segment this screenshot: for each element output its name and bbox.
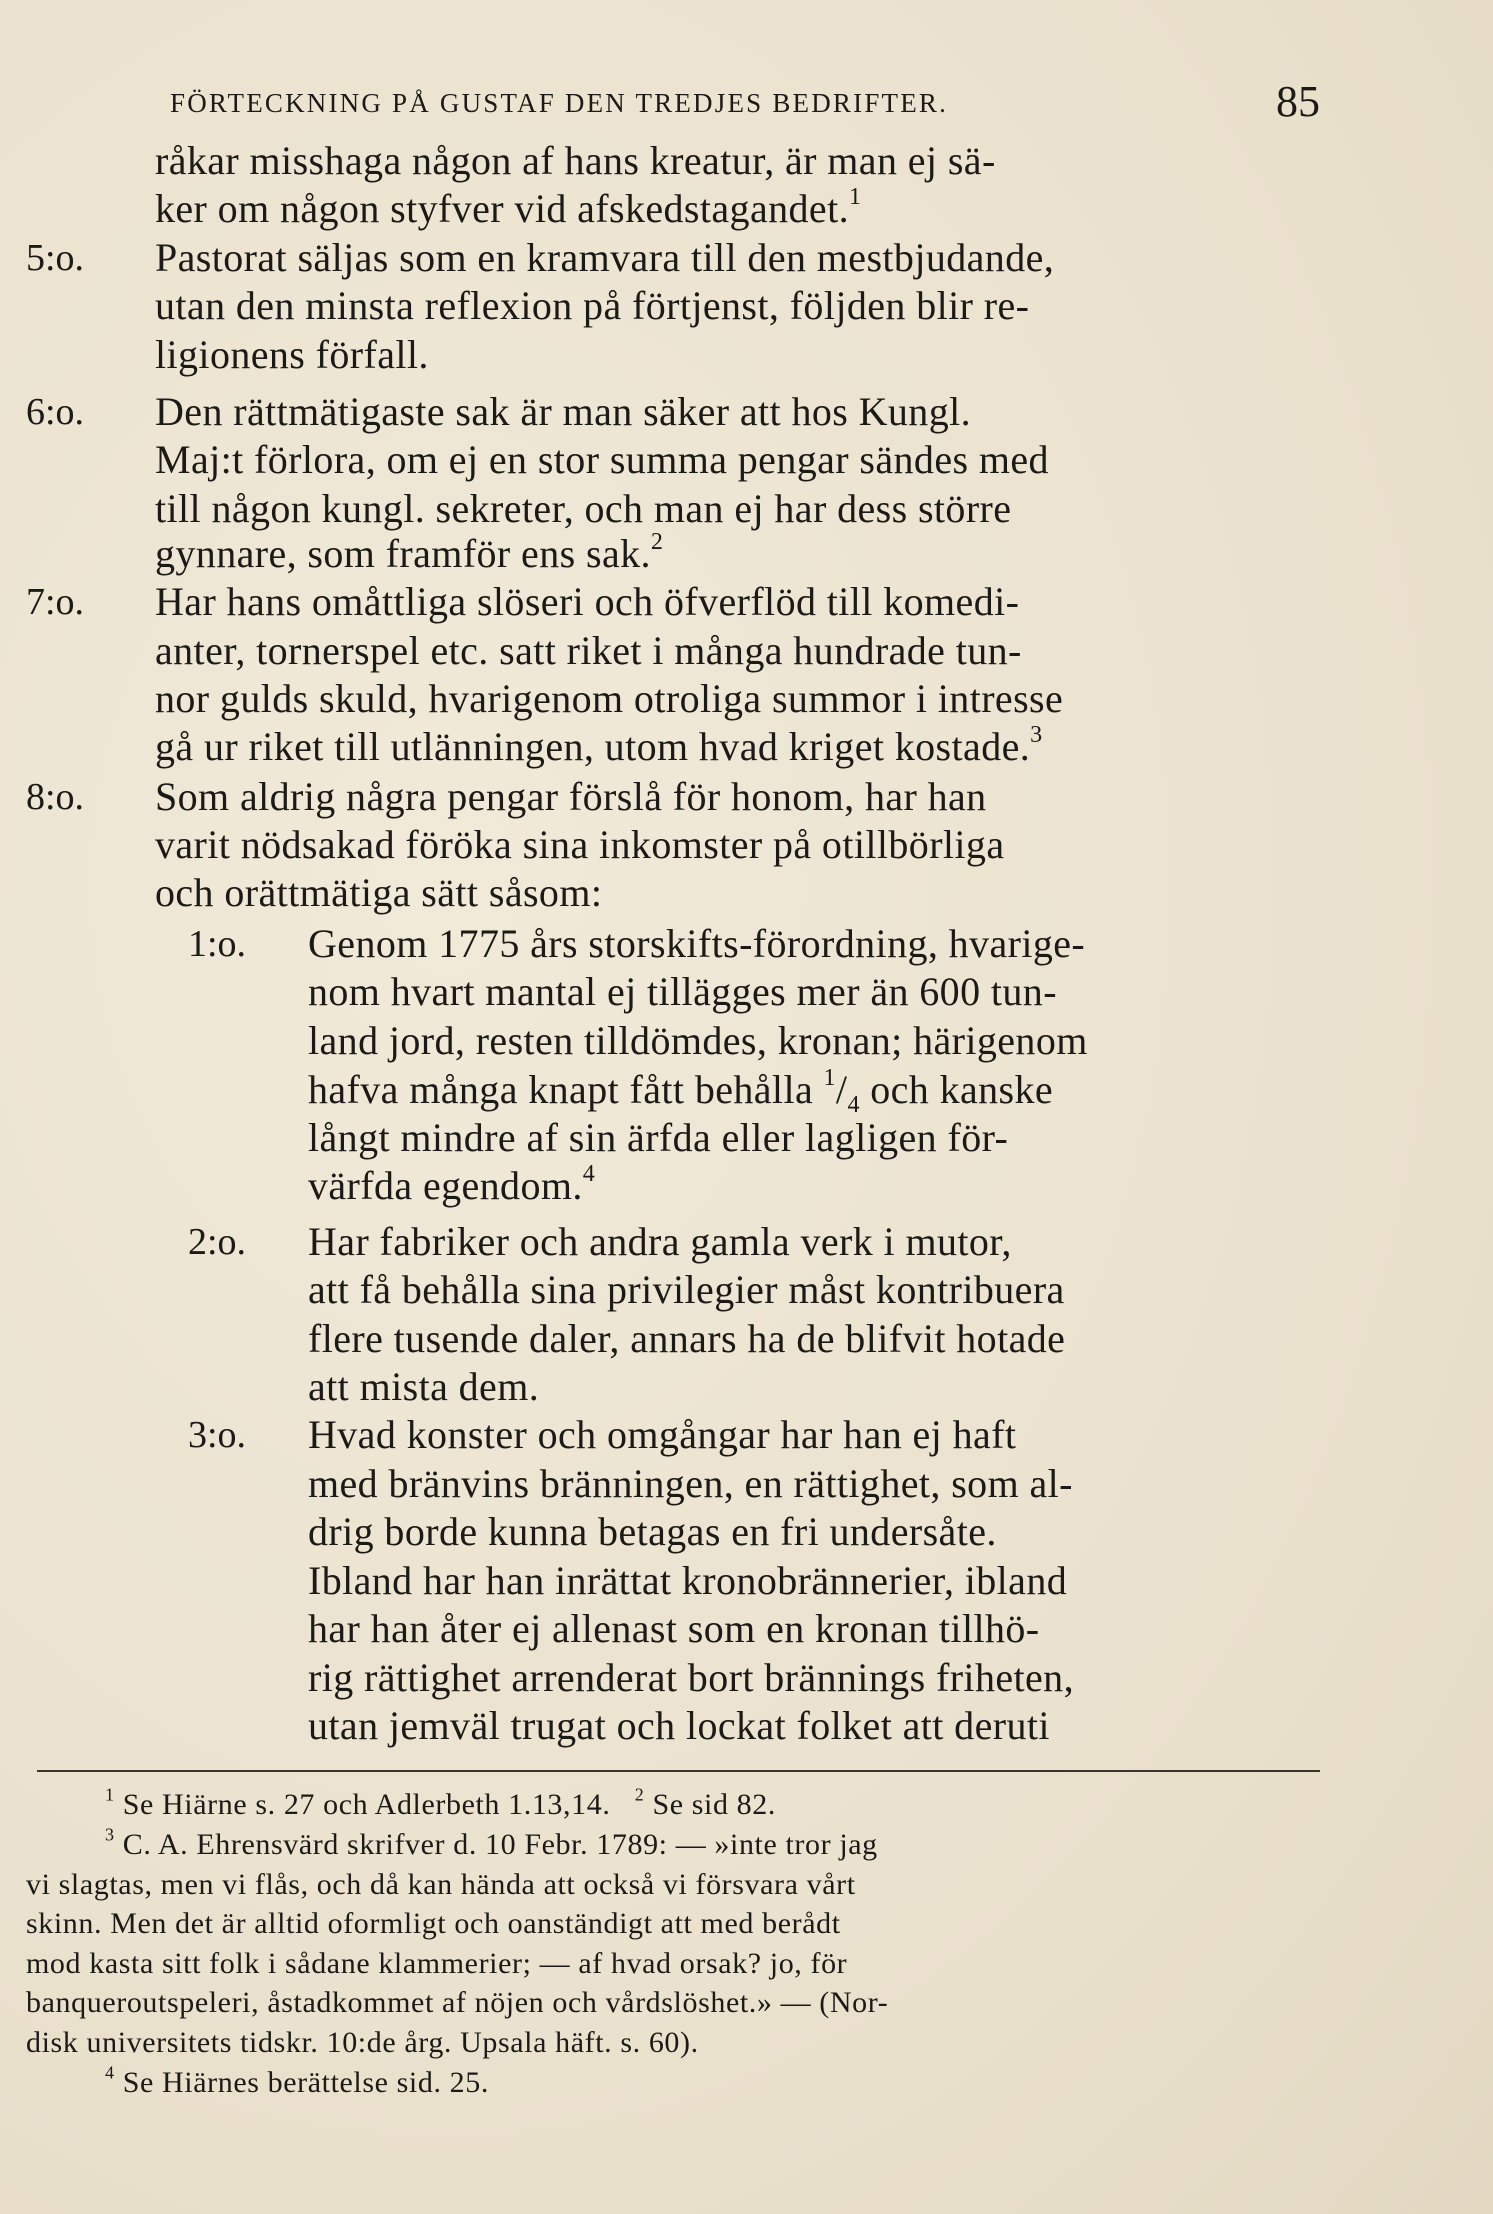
footnote-4: $^4$ Se Hiärnes berättelse sid. 25.: [105, 2062, 489, 2099]
footnote-line: skinn. Men det är alltid oformligt och oanständigt att med berådt: [26, 1907, 841, 1940]
text-line: Har fabriker och andra gamla verk i mutor,: [308, 1219, 1012, 1264]
text-line: Som aldrig några pengar förslå för honom, har han: [155, 774, 987, 819]
text-line: Pastorat säljas som en kramvara till den mestbjudande,: [155, 235, 1055, 280]
text-line: nor gulds skuld, hvarigenom otroliga summor i intresse: [155, 676, 1064, 721]
text-line: har han åter ej allenast som en kronan tillhö-: [308, 1606, 1040, 1651]
text-line: anter, tornerspel etc. satt riket i många hundrade tun-: [155, 628, 1022, 673]
text-line: råkar misshaga någon af hans kreatur, är man ej sä-: [155, 138, 996, 183]
footnote-mark: 1: [105, 1784, 115, 1805]
text-line: långt mindre af sin ärfda eller lagligen för-: [308, 1115, 1009, 1160]
running-title: FÖRTECKNING PÅ GUSTAF DEN TREDJES BEDRIFTER.: [170, 88, 949, 118]
text-line: utan den minsta reflexion på förtjenst, följden blir re-: [155, 283, 1030, 328]
footnote-mark: 2: [634, 1784, 645, 1805]
text-line: ker om någon styfver vid afskedstagandet.$^1$: [155, 184, 862, 231]
text-line: flere tusende daler, annars ha de blifvit hotade: [308, 1316, 1066, 1361]
item-number-7: 7:o.: [26, 581, 85, 623]
text-line: Har hans omåttliga slöseri och öfverflöd till komedi-: [155, 579, 1020, 624]
text-line: Maj:t förlora, om ej en stor summa pengar sändes med: [155, 437, 1049, 482]
text-line: att mista dem.: [308, 1364, 540, 1409]
subitem-number-1: 1:o.: [188, 923, 247, 965]
text-line: Den rättmätigaste sak är man säker att hos Kungl.: [155, 389, 972, 434]
text-line: Ibland har han inrättat kronobrännerier, ibland: [308, 1558, 1068, 1603]
footnote-divider: [37, 1770, 1320, 1772]
subitem-number-3: 3:o.: [188, 1414, 247, 1456]
item-number-5: 5:o.: [26, 237, 85, 279]
text-line: Hvad konster och omgångar har han ej haft: [308, 1412, 1017, 1457]
text-line: Genom 1775 års storskifts-förordning, hvarige-: [308, 921, 1086, 966]
footnote-line: mod kasta sitt folk i sådane klammerier; — af hvad orsak? jo, för: [26, 1947, 848, 1980]
footnote-1-and-2: $^1$ Se Hiärne s. 27 och Adlerbeth 1.13,14. $^2$ Se sid 82.: [105, 1784, 776, 1821]
subitem-number-2: 2:o.: [188, 1221, 247, 1263]
text-line: gynnare, som framför ens sak.$^2$: [155, 529, 664, 576]
footnote-ref: 3: [1030, 722, 1043, 748]
text-line: hafva många knapt fått behålla $^1/_4$ och kanske: [308, 1065, 1054, 1118]
text-line: att få behålla sina privilegier måst kontribuera: [308, 1267, 1065, 1312]
text-line: drig borde kunna betagas en fri undersåte.: [308, 1509, 997, 1554]
text-line: rig rättighet arrenderat bort brännings friheten,: [308, 1655, 1074, 1700]
footnote-3: $^3$ C. A. Ehrensvärd skrifver d. 10 Febr. 1789: — »inte tror jag: [105, 1824, 878, 1861]
text-line: gå ur riket till utlänningen, utom hvad kriget kostade.$^3$: [155, 722, 1043, 769]
footnote-ref: 2: [650, 529, 664, 555]
page-number: 85: [1276, 77, 1320, 126]
footnote-mark: 4: [105, 2062, 115, 2083]
text-line: till någon kungl. sekreter, och man ej har dess större: [155, 486, 1012, 531]
text-line: nom hvart mantal ej tilläggеs mer än 600 tun-: [308, 969, 1057, 1014]
text-line: varit nödsakad föröka sina inkomster på otillbörliga: [155, 822, 1005, 867]
text-line: med bränvins bränningen, en rättighet, som al-: [308, 1461, 1073, 1506]
item-number-6: 6:o.: [26, 391, 85, 433]
footnote-line: disk universitets tidskr. 10:de årg. Upsala häft. s. 60).: [26, 2026, 699, 2059]
text-line: ligionens förfall.: [155, 332, 429, 377]
text-line: land jord, resten tilldömdes, kronan; härigenom: [308, 1018, 1088, 1063]
footnote-mark: 3: [105, 1824, 115, 1845]
text-line: utan jemväl trugat och lockat folket att deruti: [308, 1703, 1050, 1748]
page-header: [170, 77, 1320, 132]
text-line: värfda egendom.$^4$: [308, 1161, 596, 1208]
footnote-line: banqueroutspeleri, åstadkommet af nöjen och vårdslöshet.» — (Nor-: [26, 1986, 889, 2019]
footnote-ref: 1: [848, 184, 862, 210]
footnote-line: vi slagtas, men vi flås, och då kan hända att också vi försvara vårt: [26, 1868, 856, 1901]
fraction-numerator: 1: [823, 1065, 836, 1091]
fraction-denominator: 4: [847, 1092, 860, 1118]
item-number-8: 8:o.: [26, 776, 85, 818]
footnote-ref: 4: [582, 1161, 596, 1187]
text-line: och orättmätiga sätt såsom:: [155, 870, 603, 915]
